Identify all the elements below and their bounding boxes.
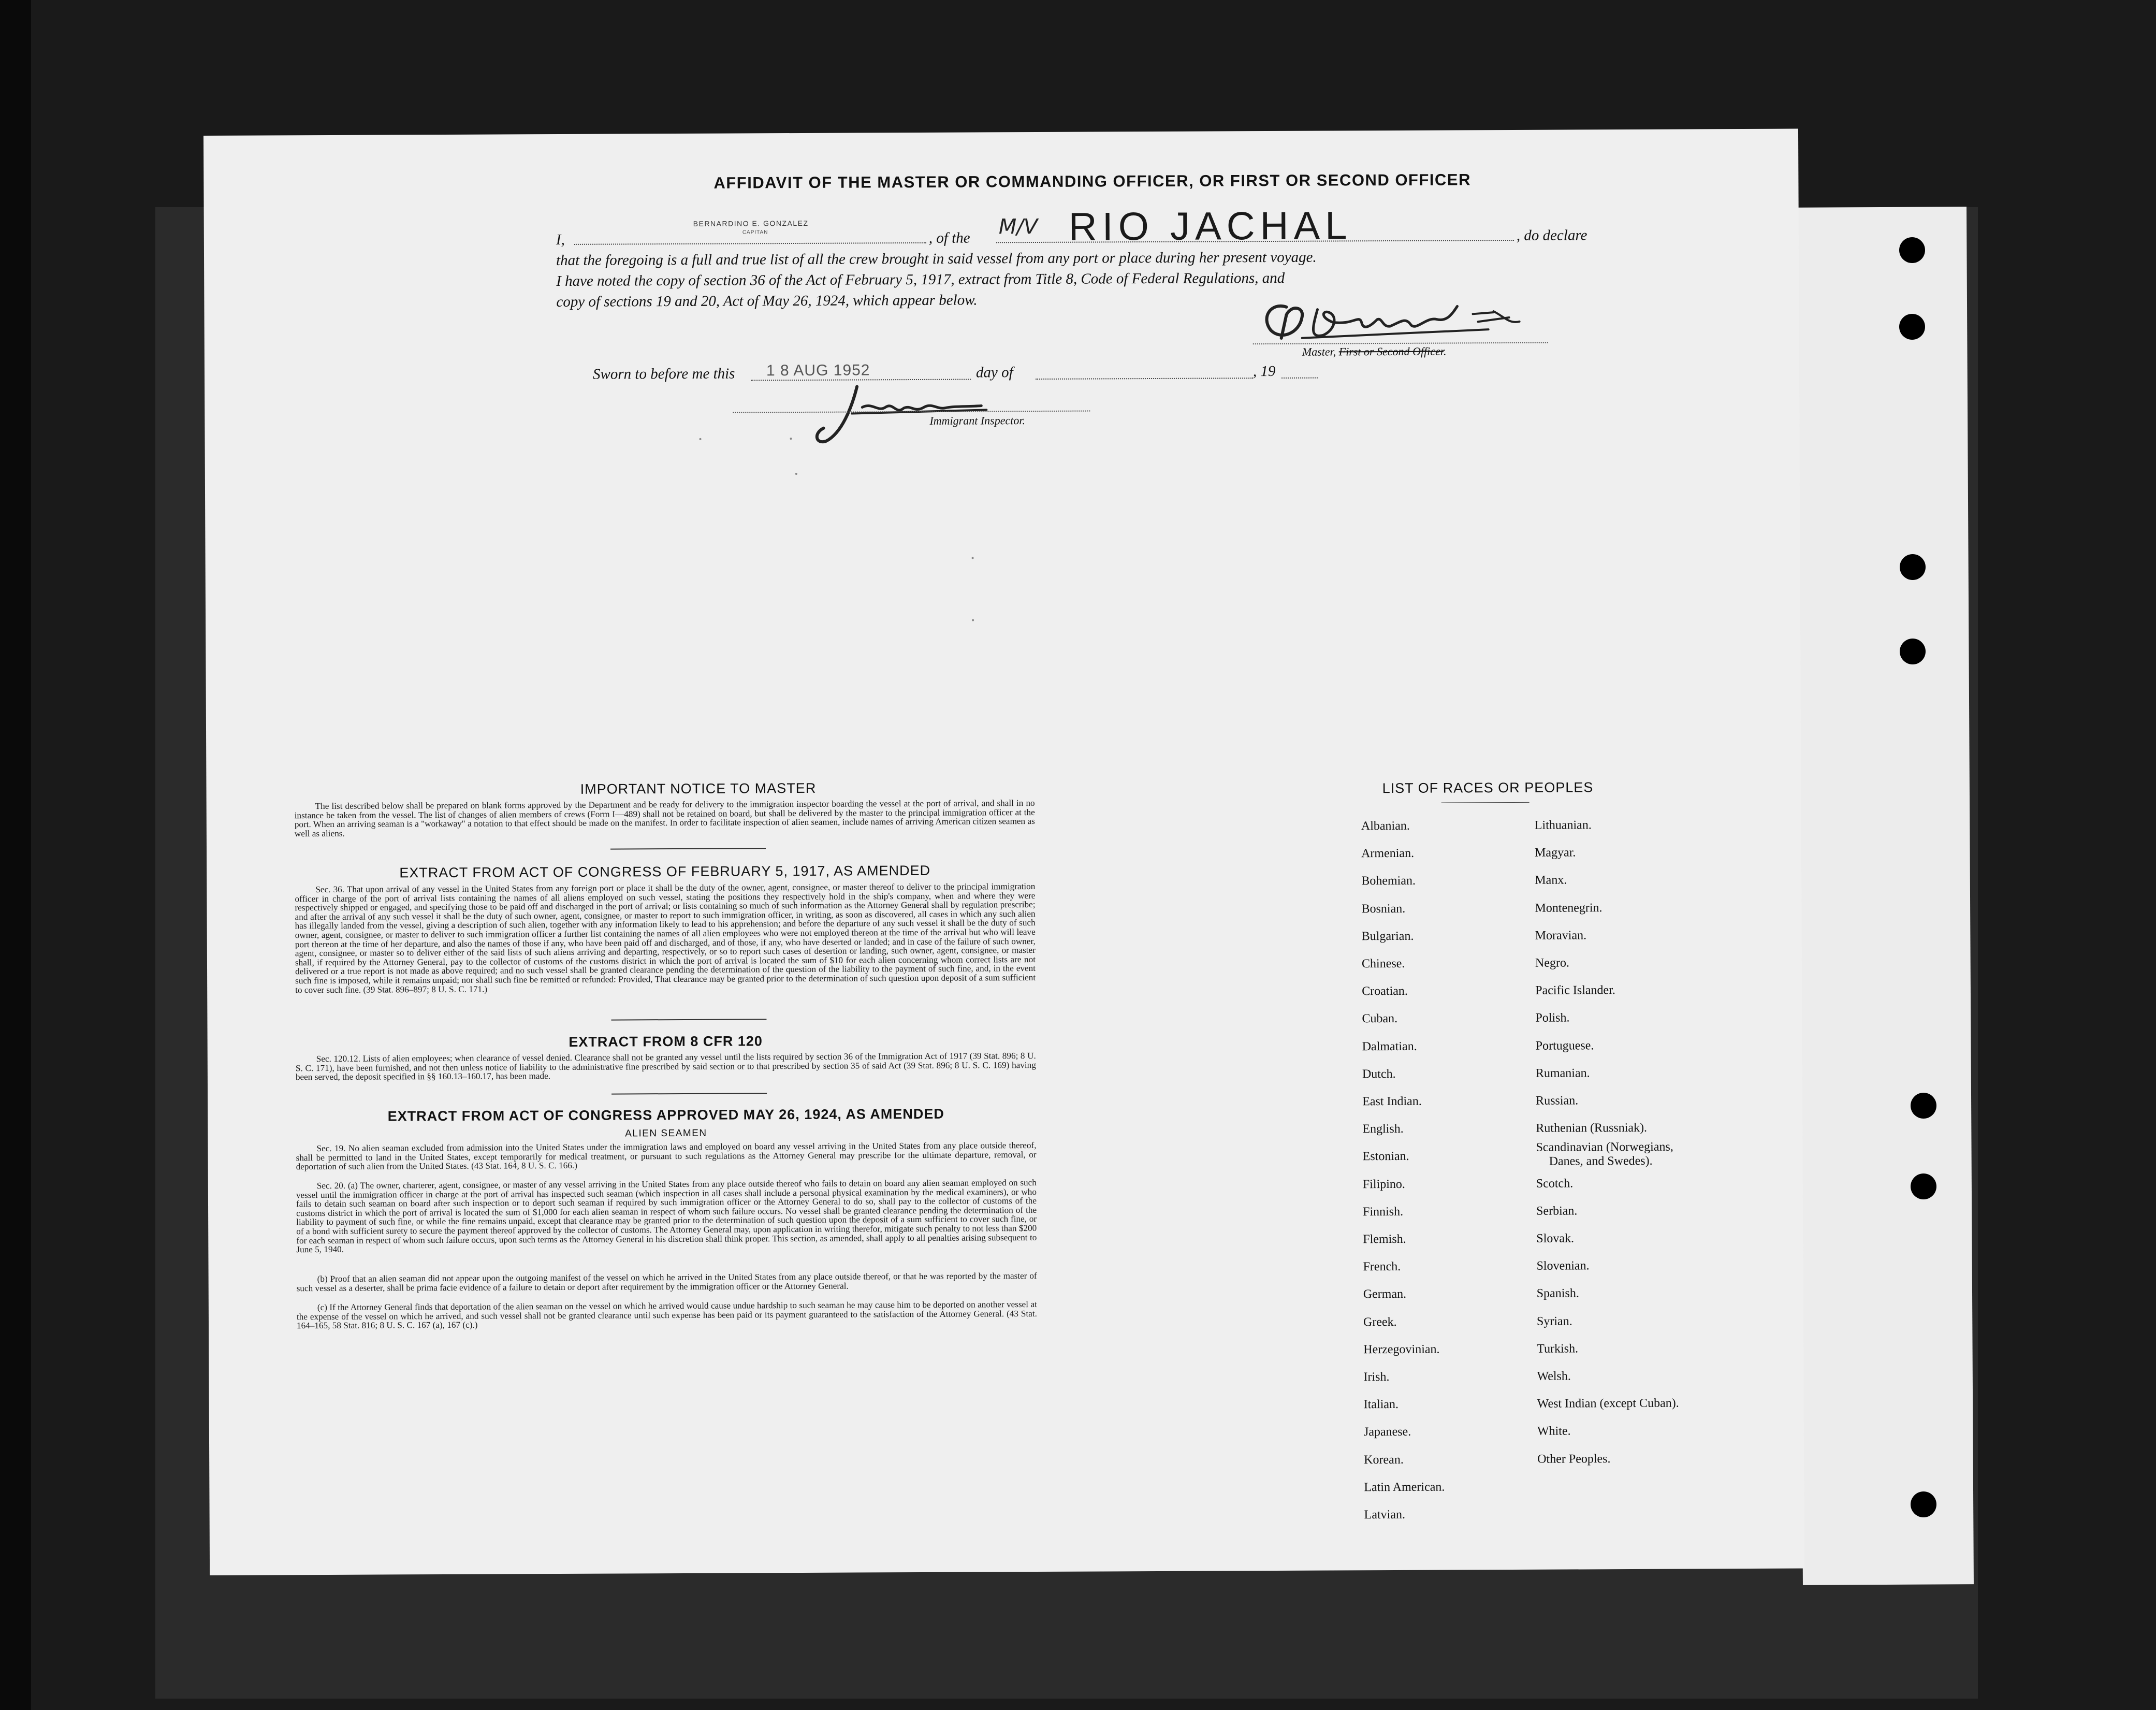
master-name-field [574, 241, 926, 245]
declaration-line-4: copy of sections 19 and 20, Act of May 26, 1924, which appear below. [556, 292, 978, 311]
sworn-year-field [1281, 376, 1318, 379]
race-item: Filipino. [1362, 1177, 1405, 1191]
master-caption [1302, 345, 1447, 359]
race-item: Slovak. [1536, 1231, 1575, 1245]
race-item: Bosnian. [1361, 902, 1406, 916]
race-item: Flemish. [1363, 1232, 1406, 1247]
race-item: Danes, and Swedes). [1549, 1154, 1653, 1168]
extract-1924-section-20a: Sec. 20. (a) The owner, charterer, agent, consignee, or master of any vessel arriving in the United States from any place outside thereof who fails to detain on board any alien seaman employed on such vessel until the immigration officer in charge at the port of arrival has inspected such seaman (which inspection in all cases shall include a personal physical examination by the medical examiners), or who fails to detain such seaman on board after such inspection or to deport such seaman if required by such immigration officer or the Attorney General to do so, shall pay to the collector of customs of the customs district in which the port of arrival is located the sum of $1,000 for each alien seaman in respect of whom such failure occurs. No vessel shall be granted clearance pending the determination of the liability to payment of such fine, or while the fine remains unpaid, except that clearance may be granted prior to the determination of such question upon the deposit of a sum sufficient to cover such fine, or of a bond with sufficient surety to secure the payment thereof approved by the collector of customs. The Attorney General may, upon application in writing therefor, mitigate such penalty to not less than $200 for each seaman in respect of whom such failure occurs, upon such terms as the Attorney General in his discretion shall think proper. This section, as amended, shall apply to all penalties arising subsequent to June 5, 1940. [296, 1177, 1037, 1255]
race-item: Slovenian. [1536, 1259, 1590, 1273]
race-item: Dalmatian. [1362, 1039, 1417, 1053]
race-item: Finnish. [1363, 1205, 1404, 1219]
scan-dot [795, 473, 797, 475]
declaration-line-2: that the foregoing is a full and true list of all the crew brought in said vessel from any port or place during her present voyage. [556, 249, 1317, 269]
declaration-i: I, [556, 231, 565, 249]
race-item: Turkish. [1537, 1342, 1579, 1356]
extract-1917-text: Sec. 36. That upon arrival of any vessel in the United States from any foreign port or place it shall be the duty of the owner, agent, consignee, or master thereof to deliver to the principal immigration officer in charge of the port of arrival lists containing the names of all aliens employed on such vessel, stating the positions they respectively hold in the ship's company, when and where they were respectively shipped or engaged, and specifying those to be paid off and discharged in the port of arrival; or lists containing so much of such information as the Attorney General shall by regulation prescribe; and after the arrival of any such vessel it shall be the duty of such owner, agent, consignee, or master to report to such immigration officer, in writing, as soon as discovered, all cases in which any such alien has illegally landed from the vessel, giving a description of such alien, together with any information likely to lead to his apprehension; and before the departure of any such vessel it shall be the duty of such owner, agent, consignee, or master to deliver to such immigration officer a further list containing the names of all alien employees who were not employed thereon at the time of the arrival but who will leave port thereon at the time of her departure, and also the names of those if any, who have been paid off and discharged, and of those, if any, who have deserted or landed; and in case of the failure of such owner, agent, consignee, or master so to deliver either of the said lists of such aliens arriving and departing, respectively, or so to report such cases of desertion or landing, such owner, agent, consignee, or master shall, if required by the Attorney General, pay to the collector of customs of the customs district in which the port of arrival is located the sum of $10 for each alien concerning whom correct lists are not delivered or a true report is not made as above required; and no such vessel shall be granted clearance pending the determination of the question of the liability to the payment of such fine, and, in the event such fine is imposed, while it remains unpaid; nor shall such fine be remitted or refunded: Provided, That clearance may be granted prior to the determination of such question upon deposit of a sum sufficient to cover such fine. (39 Stat. 896–897; 8 U. S. C. 171.) [295, 881, 1036, 995]
race-item: Latin American. [1364, 1480, 1445, 1495]
race-item: Syrian. [1536, 1314, 1572, 1328]
race-item: Moravian. [1535, 929, 1587, 943]
punch-hole [1911, 1491, 1936, 1517]
notice-title: IMPORTANT NOTICE TO MASTER [580, 780, 817, 797]
race-item: Estonian. [1362, 1150, 1409, 1164]
master-caption-struck: First or Second Officer [1338, 344, 1444, 358]
backing-sheet-right [1796, 207, 1974, 1585]
notice-text: The list described below shall be prepared on blank forms approved by the Department and be ready for delivery to the immigration inspector boarding the vessel at the port of arrival, and shall in no instance be taken from the vessel. The list of changes of alien members of crews (Form I—489) shall not be retained on board, but shall be delivered by the master to the principal immigration officer at the port. When an arriving seaman is a "workaway" a notation to that effect should be made on the manifest. In order to facilitate inspection of alien seamen, include names of arriving American citizen seamen as well as aliens. [294, 798, 1035, 839]
divider [611, 1093, 767, 1094]
form-page [203, 129, 1804, 1575]
race-item: Pacific Islander. [1535, 983, 1615, 997]
race-item: Other Peoples. [1537, 1452, 1611, 1466]
race-item: German. [1363, 1287, 1407, 1301]
race-item: Irish. [1363, 1370, 1390, 1384]
do-declare-label: , do declare [1516, 227, 1587, 244]
extract-1924-section-20b: (b) Proof that an alien seaman did not appear upon the outgoing manifest of the vessel on which he arrived in the United States from any place outside thereof, or that he was reported by the master of such vessel as a deserter, shall be prima facie evidence of a failure to detain or deport after requirement by the immigration officer or the Attorney General. [296, 1270, 1037, 1293]
race-item: Rumanian. [1535, 1066, 1590, 1080]
race-item: Polish. [1535, 1011, 1570, 1025]
punch-hole [1911, 1173, 1936, 1199]
sworn-month-field [1036, 376, 1253, 380]
scan-dot [700, 438, 702, 440]
master-caption-text: Master, [1302, 345, 1339, 358]
race-item: Dutch. [1362, 1067, 1396, 1081]
race-item: Albanian. [1361, 819, 1410, 833]
inspector-caption: Immigrant Inspector. [929, 414, 1026, 427]
race-item: Scandinavian (Norwegians, [1536, 1140, 1673, 1155]
extract-1924-section-20c: (c) If the Attorney General finds that deportation of the alien seaman on the vessel on which he arrived would cause undue hardship to such seaman he may cause him to be deported on another vessel at the expense of the vessel on which he arrived, and such vessel shall not be granted clearance until such expense has been paid or its payment guaranteed to the satisfaction of the Attorney General. (43 Stat. 164–165, 58 Stat. 816; 8 U. S. C. 167 (a), 167 (c).) [296, 1299, 1037, 1331]
master-name-stamp: BERNARDINO E. GONZALEZ [693, 219, 809, 228]
race-item: Cuban. [1362, 1012, 1398, 1026]
race-item: Chinese. [1361, 957, 1405, 971]
race-item: West Indian (except Cuban). [1537, 1396, 1679, 1411]
race-item: Japanese. [1363, 1425, 1411, 1439]
declaration-line-3: I have noted the copy of section 36 of the Act of February 5, 1917, extract from Title 8, Code of Federal Regulations, and [556, 269, 1285, 290]
race-item: Manx. [1535, 873, 1567, 888]
punch-hole [1899, 237, 1925, 263]
divider [611, 1019, 766, 1020]
race-item: Italian. [1363, 1398, 1399, 1412]
race-item: Armenian. [1361, 846, 1415, 861]
race-item: Bulgarian. [1361, 929, 1414, 944]
race-item: Latvian. [1364, 1508, 1406, 1522]
extract-1924-title: EXTRACT FROM ACT OF CONGRESS APPROVED MAY 26, 1924, AS AMENDED [387, 1106, 944, 1124]
race-item: Greek. [1363, 1315, 1397, 1329]
master-caption-end: . [1443, 344, 1447, 358]
race-item: Ruthenian (Russniak). [1536, 1121, 1648, 1135]
scan-dot [972, 557, 974, 559]
race-item: French. [1363, 1260, 1401, 1274]
sworn-date-stamp: 1 8 AUG 1952 [766, 361, 870, 380]
vessel-prefix-handwritten: M/V [998, 214, 1038, 239]
race-item: Welsh. [1537, 1369, 1571, 1383]
races-title: LIST OF RACES OR PEOPLES [1382, 779, 1594, 796]
divider [610, 848, 766, 849]
extract-1924-subtitle: ALIEN SEAMEN [625, 1127, 707, 1139]
race-item: Negro. [1535, 956, 1570, 970]
race-item: Croatian. [1362, 984, 1408, 998]
punch-hole [1911, 1093, 1936, 1119]
race-item: Scotch. [1536, 1177, 1574, 1191]
punch-hole [1899, 314, 1925, 340]
race-item: East Indian. [1362, 1094, 1422, 1109]
race-item: White. [1537, 1424, 1571, 1439]
extract-1917-title: EXTRACT FROM ACT OF CONGRESS OF FEBRUARY 5, 1917, AS AMENDED [399, 862, 931, 881]
race-item: Spanish. [1536, 1286, 1579, 1301]
sworn-label: Sworn to before me this [592, 365, 735, 383]
of-the-label: , of the [928, 229, 970, 247]
scan-border [0, 0, 31, 1710]
race-item: English. [1362, 1122, 1404, 1136]
races-title-rule [1441, 802, 1529, 803]
extract-1924-section-19: Sec. 19. No alien seaman excluded from admission into the United States under the immigration laws and employed on board any vessel arriving in the United States from any place outside thereof, shall be permitted to land in the United States, except temporarily for medical treatment, or pursuant to such regulations as the Attorney General may prescribe for the ultimate departure, removal, or deportation of such alien from the United States. (43 Stat. 164, 8 U. S. C. 166.) [296, 1140, 1037, 1172]
vessel-name-stamp: RIO JACHAL [1068, 204, 1352, 249]
race-item: Bohemian. [1361, 874, 1416, 888]
scan-dot [790, 438, 792, 440]
punch-hole [1900, 639, 1926, 664]
race-item: Herzegovinian. [1363, 1342, 1440, 1357]
extract-cfr-text: Sec. 120.12. Lists of alien employees; when clearance of vessel denied. Clearance shall not be granted any vessel until the lists required by section 36 of the Immigration Act of 1917 (39 Stat. 896; 8 U. S. C. 171), have been furnished, and not then unless notice of liability to the administrative fine prescribed by said section or to that prescribed by section 35 of said Act (39 Stat. 896; 8 U. S. C. 169) having been served, the deposit specified in §§ 160.13–160.17, has been made. [295, 1051, 1036, 1082]
race-item: Montenegrin. [1535, 901, 1603, 915]
punch-hole [1900, 554, 1926, 580]
race-item: Lithuanian. [1534, 818, 1592, 832]
race-item: Serbian. [1536, 1204, 1578, 1218]
extract-cfr-title: EXTRACT FROM 8 CFR 120 [569, 1033, 763, 1050]
master-title-stamp: CAPITAN [742, 229, 768, 236]
form-title: AFFIDAVIT OF THE MASTER OR COMMANDING OFFICER, OR FIRST OR SECOND OFFICER [713, 170, 1472, 192]
year-prefix-label: , 19 [1252, 363, 1276, 380]
scan-dot [972, 619, 974, 621]
day-of-label: day of [975, 364, 1013, 381]
race-item: Korean. [1364, 1453, 1404, 1467]
race-item: Magyar. [1535, 846, 1576, 860]
race-item: Portuguese. [1535, 1038, 1594, 1053]
race-item: Russian. [1536, 1094, 1579, 1108]
